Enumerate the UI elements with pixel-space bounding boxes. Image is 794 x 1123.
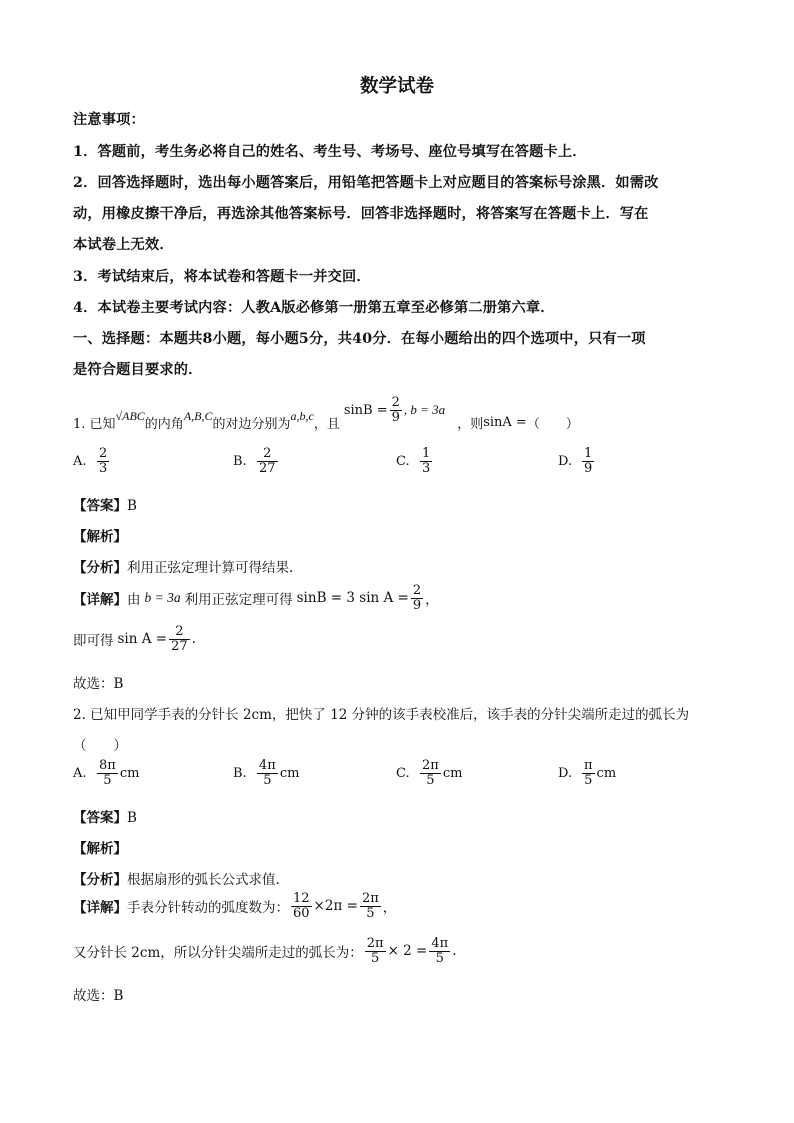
detail-fraction [365, 937, 386, 965]
q1-text: 的对边分别为 [212, 416, 291, 432]
notice-item: 1．答题前，考生务必将自己的姓名、考生号、考场号、座位号填写在答题卡上． [73, 144, 587, 160]
detail-fraction [429, 937, 450, 965]
detail-tag: 【详解】 [73, 592, 127, 609]
detail-text: 由 [127, 592, 141, 609]
numerator: 2 [412, 583, 422, 598]
q1-angles: A,B,C [183, 408, 213, 423]
answer-tag: 【答案】 [73, 810, 127, 826]
denominator: 5 [263, 772, 272, 788]
denominator: 9 [412, 597, 422, 613]
notice-item: 2．回答选择题时，选出每小题答案后，用铅笔把答题卡上对应题目的答案标号涂黑．如需改 [73, 175, 659, 191]
option-letter: D. [558, 453, 573, 469]
page-title: 数学试卷 [359, 76, 434, 97]
denominator: 5 [426, 772, 435, 788]
q1-detail [73, 584, 439, 612]
numerator: 1 [422, 446, 431, 461]
option-b [233, 759, 299, 787]
option-fraction [582, 447, 594, 475]
notice-item: 动，用橡皮擦干净后，再选涂其他答案标号．回答非选择题时，将答案写在答题卡上．写在 [73, 206, 649, 222]
q1-prefix: 1. 已知 [73, 416, 116, 432]
punct: . [191, 631, 196, 648]
q1-condition [344, 396, 445, 424]
fenxi-tag: 【分析】 [73, 872, 127, 888]
option-fraction [582, 759, 595, 787]
option-letter: B. [233, 453, 247, 469]
numerator: 2π [422, 758, 439, 773]
numerator: 2π [361, 891, 379, 906]
q2-detail [73, 892, 396, 920]
denominator: 5 [103, 772, 112, 788]
option-c [396, 759, 462, 787]
detail-fraction [169, 625, 190, 653]
notice-item: 3．考试结束后，将本试卷和答题卡一并交回． [73, 269, 371, 285]
q1-cond-b: , b = 3a [403, 402, 446, 417]
option-fraction [420, 759, 441, 787]
detail-text: 即可得 [73, 633, 114, 650]
notice-item: 本试卷上无效． [73, 237, 174, 253]
numerator: 12 [293, 891, 310, 906]
detail-eq: × 2 = [387, 943, 428, 960]
option-d [558, 447, 596, 475]
denominator: 5 [435, 950, 444, 966]
q1-final: 故选：B [73, 676, 124, 692]
q1-text: ，则 [457, 416, 484, 432]
numerator: 4π [431, 936, 449, 951]
section-heading-cont: 是符合题目要求的． [73, 362, 203, 378]
numerator: 8π [99, 758, 116, 773]
answer-tag: 【答案】 [73, 498, 127, 514]
option-fraction [257, 759, 278, 787]
question-1-stem [73, 394, 579, 443]
answer-value: B [127, 810, 137, 826]
denominator: 9 [391, 409, 400, 425]
option-unit: cm [596, 765, 617, 781]
denominator: 27 [259, 460, 276, 476]
notice-item: 4．本试卷主要考试内容：人教A版必修第一册第五章至必修第二册第六章． [73, 300, 555, 316]
option-fraction [257, 447, 278, 475]
detail-tag: 【详解】 [73, 900, 127, 917]
option-letter: B. [233, 765, 247, 781]
numerator: 2 [391, 394, 400, 410]
q2-analysis-tag: 【解析】 [73, 841, 127, 857]
denominator: 9 [584, 460, 593, 476]
detail-expr: b = 3a [144, 590, 181, 606]
detail-text: 手表分针转动的弧度数为： [127, 900, 289, 917]
option-a [73, 447, 111, 475]
notice-heading: 注意事项： [73, 112, 145, 128]
numerator: 2π [366, 936, 384, 951]
detail-eq: sin A = [117, 631, 168, 648]
q2-answer [73, 806, 137, 826]
option-b [233, 447, 280, 475]
q2-final: 故选：B [73, 988, 124, 1004]
detail-fraction [291, 892, 312, 920]
punct: ， [425, 592, 439, 609]
option-unit: cm [442, 765, 463, 781]
punct: . [452, 943, 457, 960]
punct: ， [382, 900, 397, 917]
option-letter: A. [73, 765, 87, 781]
numerator: 4π [259, 758, 276, 773]
answer-value: B [127, 498, 137, 514]
numerator: 2 [257, 447, 278, 462]
option-fraction [420, 447, 432, 475]
q1-detail-line2 [73, 625, 196, 653]
numerator: 2 [99, 446, 108, 461]
question-2-stem: 2. 已知甲同学手表的分针长 2cm，把快了 12 分钟的该手表校准后，该手表的分针尖端所走过的弧长为 [73, 707, 690, 723]
detail-eq: sinB = 3 sin A = [296, 590, 409, 607]
detail-fraction [411, 584, 423, 612]
q1-ask: sinA = [483, 414, 527, 430]
denominator: 27 [171, 638, 188, 654]
denominator: 3 [422, 460, 431, 476]
denominator: 3 [99, 460, 108, 476]
option-a [73, 759, 139, 787]
option-letter: C. [396, 765, 410, 781]
q2-paren: （ ） [73, 738, 127, 754]
q1-analysis-tag: 【解析】 [73, 529, 127, 545]
numerator: 2 [169, 625, 190, 640]
denominator: 5 [584, 772, 593, 788]
detail-eq: ×2π = [313, 898, 358, 915]
q1-cond-sin: sinB = [343, 402, 388, 418]
option-unit: cm [279, 765, 300, 781]
numerator: π [584, 758, 593, 773]
q1-paren: （ ） [526, 416, 579, 432]
option-c [396, 447, 434, 475]
section-heading: 一、选择题：本题共8小题，每小题5分，共40分．在每小题给出的四个选项中，只有一项 [73, 331, 646, 347]
option-d [558, 759, 616, 787]
option-letter: D. [558, 765, 573, 781]
q1-text: ，且 [313, 416, 340, 432]
fenxi-tag: 【分析】 [73, 560, 127, 576]
option-letter: A. [73, 453, 87, 469]
q1-cond-fraction [390, 396, 402, 424]
option-unit: cm [119, 765, 140, 781]
option-letter: C. [396, 453, 410, 469]
q2-detail-line2 [73, 937, 457, 965]
q1-triangle: √ABC [115, 408, 145, 423]
denominator: 5 [371, 950, 380, 966]
option-fraction [97, 759, 118, 787]
q1-text: 的内角 [144, 416, 184, 432]
denominator: 60 [293, 905, 310, 921]
denominator: 5 [366, 905, 375, 921]
q1-answer [73, 494, 137, 514]
q2-fenxi [73, 868, 280, 888]
detail-fraction [360, 892, 381, 920]
numerator: 1 [584, 446, 593, 461]
detail-text: 又分针长 2cm，所以分针尖端所走过的弧长为： [73, 945, 363, 962]
option-fraction [97, 447, 109, 475]
detail-text: 利用正弦定理可得 [184, 592, 293, 609]
fenxi-text: 利用正弦定理计算可得结果. [127, 560, 294, 576]
q1-fenxi [73, 556, 293, 576]
q1-sides: a,b,c [290, 408, 314, 423]
fenxi-text: 根据扇形的弧长公式求值. [127, 872, 280, 888]
